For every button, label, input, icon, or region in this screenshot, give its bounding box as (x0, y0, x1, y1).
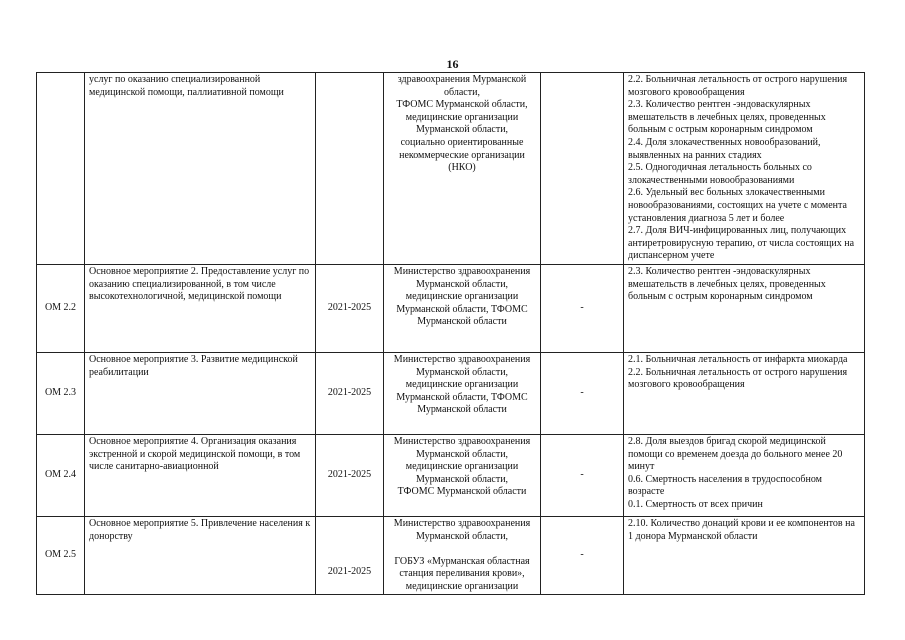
measure-indicators: 2.3. Количество рентген -эндоваскулярных вмешательств в лечебных целях, проведенных больным с острым коронарным синдромом (624, 264, 865, 352)
table-row (37, 516, 865, 595)
measure-indicators: 2.2. Больничная летальность от острого нарушения мозгового кровообращения 2.3. Количество рентген -эндоваскулярных вмешательств в лечебных целях, проведенных больным с острым коронарным синдромом 2.4. Доля злокачественных новообразований, выявленных на ранних стадиях 2.5. Одногодичная летальность больных со злокачественными новообразованиями 2.6. Удельный вес больных злокачественными новообразованиями, состоящих на учете с момента установления диагноза 5 лет и более 2.7. Доля ВИЧ-инфицированных лиц, получающих антиретровирусную терапию, от числа состоящих на диспансерном учете (624, 73, 865, 265)
measure-code: ОМ 2.2 (37, 264, 85, 352)
program-measures-table (36, 72, 865, 595)
measure-code: ОМ 2.3 (37, 352, 85, 434)
measure-executors: Министерство здравоохранения Мурманской области, медицинские организации Мурманской области, ТФОМС Мурманской области (384, 264, 541, 352)
page-number: 16 (446, 57, 459, 71)
measure-col5: - (541, 516, 624, 595)
measure-name: услуг по оказанию специализированной медицинской помощи, паллиативной помощи (85, 73, 316, 265)
measure-col5 (541, 73, 624, 265)
measure-name: Основное мероприятие 4. Организация оказания экстренной и скорой медицинской помощи, в том числе санитарно-авиационной (85, 434, 316, 516)
measure-name: Основное мероприятие 5. Привлечение населения к донорству (85, 516, 316, 595)
table-row (37, 434, 865, 516)
measure-col5: - (541, 264, 624, 352)
measure-period (316, 73, 384, 265)
table-row (37, 352, 865, 434)
table-row (37, 73, 865, 265)
measure-period: 2021-2025 (316, 516, 384, 595)
measure-name: Основное мероприятие 2. Предоставление услуг по оказанию специализированной, в том числе высокотехнологичной, медицинской помощи (85, 264, 316, 352)
measure-indicators: 2.8. Доля выездов бригад скорой медицинской помощи со временем доезда до больного менее 20 минут 0.6. Смертность населения в трудоспособном возрасте 0.1. Смертность от всех причин (624, 434, 865, 516)
measure-indicators: 2.1. Больничная летальность от инфаркта миокарда 2.2. Больничная летальность от острого нарушения мозгового кровообращения (624, 352, 865, 434)
measure-period: 2021-2025 (316, 264, 384, 352)
measure-code (37, 73, 85, 265)
measure-executors: Министерство здравоохранения Мурманской области, ГОБУЗ «Мурманская областная станция переливания крови», медицинские организации (384, 516, 541, 595)
measure-col5: - (541, 434, 624, 516)
measure-code: ОМ 2.5 (37, 516, 85, 595)
measure-period: 2021-2025 (316, 352, 384, 434)
measure-executors: Министерство здравоохранения Мурманской области, медицинские организации Мурманской области, ТФОМС Мурманской области (384, 434, 541, 516)
measure-executors: здравоохранения Мурманской области, ТФОМС Мурманской области, медицинские организации Мурманской области, социально ориентированные некоммерческие организации (НКО) (384, 73, 541, 265)
measure-code: ОМ 2.4 (37, 434, 85, 516)
table-row (37, 264, 865, 352)
measure-name: Основное мероприятие 3. Развитие медицинской реабилитации (85, 352, 316, 434)
measure-col5: - (541, 352, 624, 434)
measure-period: 2021-2025 (316, 434, 384, 516)
measure-indicators: 2.10. Количество донаций крови и ее компонентов на 1 донора Мурманской области (624, 516, 865, 595)
measure-executors: Министерство здравоохранения Мурманской области, медицинские организации Мурманской области, ТФОМС Мурманской области (384, 352, 541, 434)
